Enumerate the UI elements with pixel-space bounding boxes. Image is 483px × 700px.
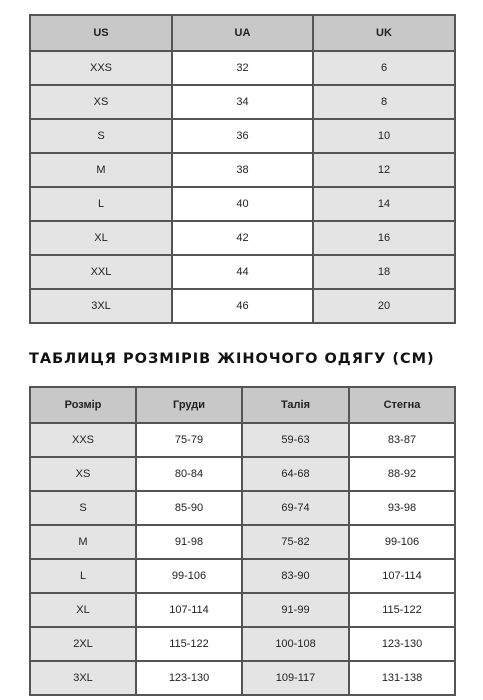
chest-cell: 115-122 [136, 627, 242, 661]
uk-size-cell: 20 [313, 289, 455, 323]
waist-cell: 100-108 [242, 627, 349, 661]
hips-cell: 93-98 [349, 491, 455, 525]
table-row [30, 289, 455, 323]
table-row [30, 457, 455, 491]
column-header-size: Розмір [30, 387, 136, 423]
waist-cell: 109-117 [242, 661, 349, 695]
uk-size-cell: 6 [313, 51, 455, 85]
size-cell: M [30, 525, 136, 559]
ua-size-cell: 44 [172, 255, 313, 289]
uk-size-cell: 16 [313, 221, 455, 255]
hips-cell: 123-130 [349, 627, 455, 661]
chest-cell: 123-130 [136, 661, 242, 695]
us-size-cell: S [30, 119, 172, 153]
waist-cell: 59-63 [242, 423, 349, 457]
table-row [30, 255, 455, 289]
column-header-chest: Груди [136, 387, 242, 423]
waist-cell: 69-74 [242, 491, 349, 525]
ua-size-cell: 40 [172, 187, 313, 221]
column-header-us: US [30, 15, 172, 51]
womens-measurements-table [29, 386, 456, 696]
table-row [30, 423, 455, 457]
us-size-cell: XL [30, 221, 172, 255]
table-row [30, 221, 455, 255]
chest-cell: 75-79 [136, 423, 242, 457]
chest-cell: 80-84 [136, 457, 242, 491]
us-size-cell: XXS [30, 51, 172, 85]
hips-cell: 115-122 [349, 593, 455, 627]
table-row [30, 627, 455, 661]
table-row [30, 51, 455, 85]
waist-cell: 75-82 [242, 525, 349, 559]
uk-size-cell: 12 [313, 153, 455, 187]
section-title: ТАБЛИЦЯ РОЗМІРІВ ЖІНОЧОГО ОДЯГУ (СМ) [29, 351, 435, 367]
table-row [30, 593, 455, 627]
ua-size-cell: 46 [172, 289, 313, 323]
chest-cell: 91-98 [136, 525, 242, 559]
ua-size-cell: 32 [172, 51, 313, 85]
us-size-cell: 3XL [30, 289, 172, 323]
hips-cell: 83-87 [349, 423, 455, 457]
column-header-waist: Талія [242, 387, 349, 423]
chest-cell: 85-90 [136, 491, 242, 525]
hips-cell: 131-138 [349, 661, 455, 695]
table-row [30, 525, 455, 559]
uk-size-cell: 10 [313, 119, 455, 153]
table-row [30, 153, 455, 187]
waist-cell: 83-90 [242, 559, 349, 593]
size-cell: XL [30, 593, 136, 627]
ua-size-cell: 36 [172, 119, 313, 153]
ua-size-cell: 34 [172, 85, 313, 119]
us-size-cell: M [30, 153, 172, 187]
uk-size-cell: 14 [313, 187, 455, 221]
table-row [30, 491, 455, 525]
size-conversion-table [29, 14, 456, 324]
size-cell: XXS [30, 423, 136, 457]
column-header-hips: Стегна [349, 387, 455, 423]
size-cell: L [30, 559, 136, 593]
uk-size-cell: 18 [313, 255, 455, 289]
column-header-uk: UK [313, 15, 455, 51]
table-row [30, 85, 455, 119]
chest-cell: 107-114 [136, 593, 242, 627]
hips-cell: 99-106 [349, 525, 455, 559]
table-header-row [30, 387, 455, 423]
us-size-cell: XXL [30, 255, 172, 289]
ua-size-cell: 42 [172, 221, 313, 255]
table-header-row [30, 15, 455, 51]
waist-cell: 64-68 [242, 457, 349, 491]
table-row [30, 661, 455, 695]
size-cell: 2XL [30, 627, 136, 661]
us-size-cell: L [30, 187, 172, 221]
hips-cell: 88-92 [349, 457, 455, 491]
ua-size-cell: 38 [172, 153, 313, 187]
waist-cell: 91-99 [242, 593, 349, 627]
hips-cell: 107-114 [349, 559, 455, 593]
chest-cell: 99-106 [136, 559, 242, 593]
table-row [30, 559, 455, 593]
table-row [30, 119, 455, 153]
us-size-cell: XS [30, 85, 172, 119]
size-cell: S [30, 491, 136, 525]
table-row [30, 187, 455, 221]
uk-size-cell: 8 [313, 85, 455, 119]
column-header-ua: UA [172, 15, 313, 51]
size-cell: XS [30, 457, 136, 491]
size-cell: 3XL [30, 661, 136, 695]
